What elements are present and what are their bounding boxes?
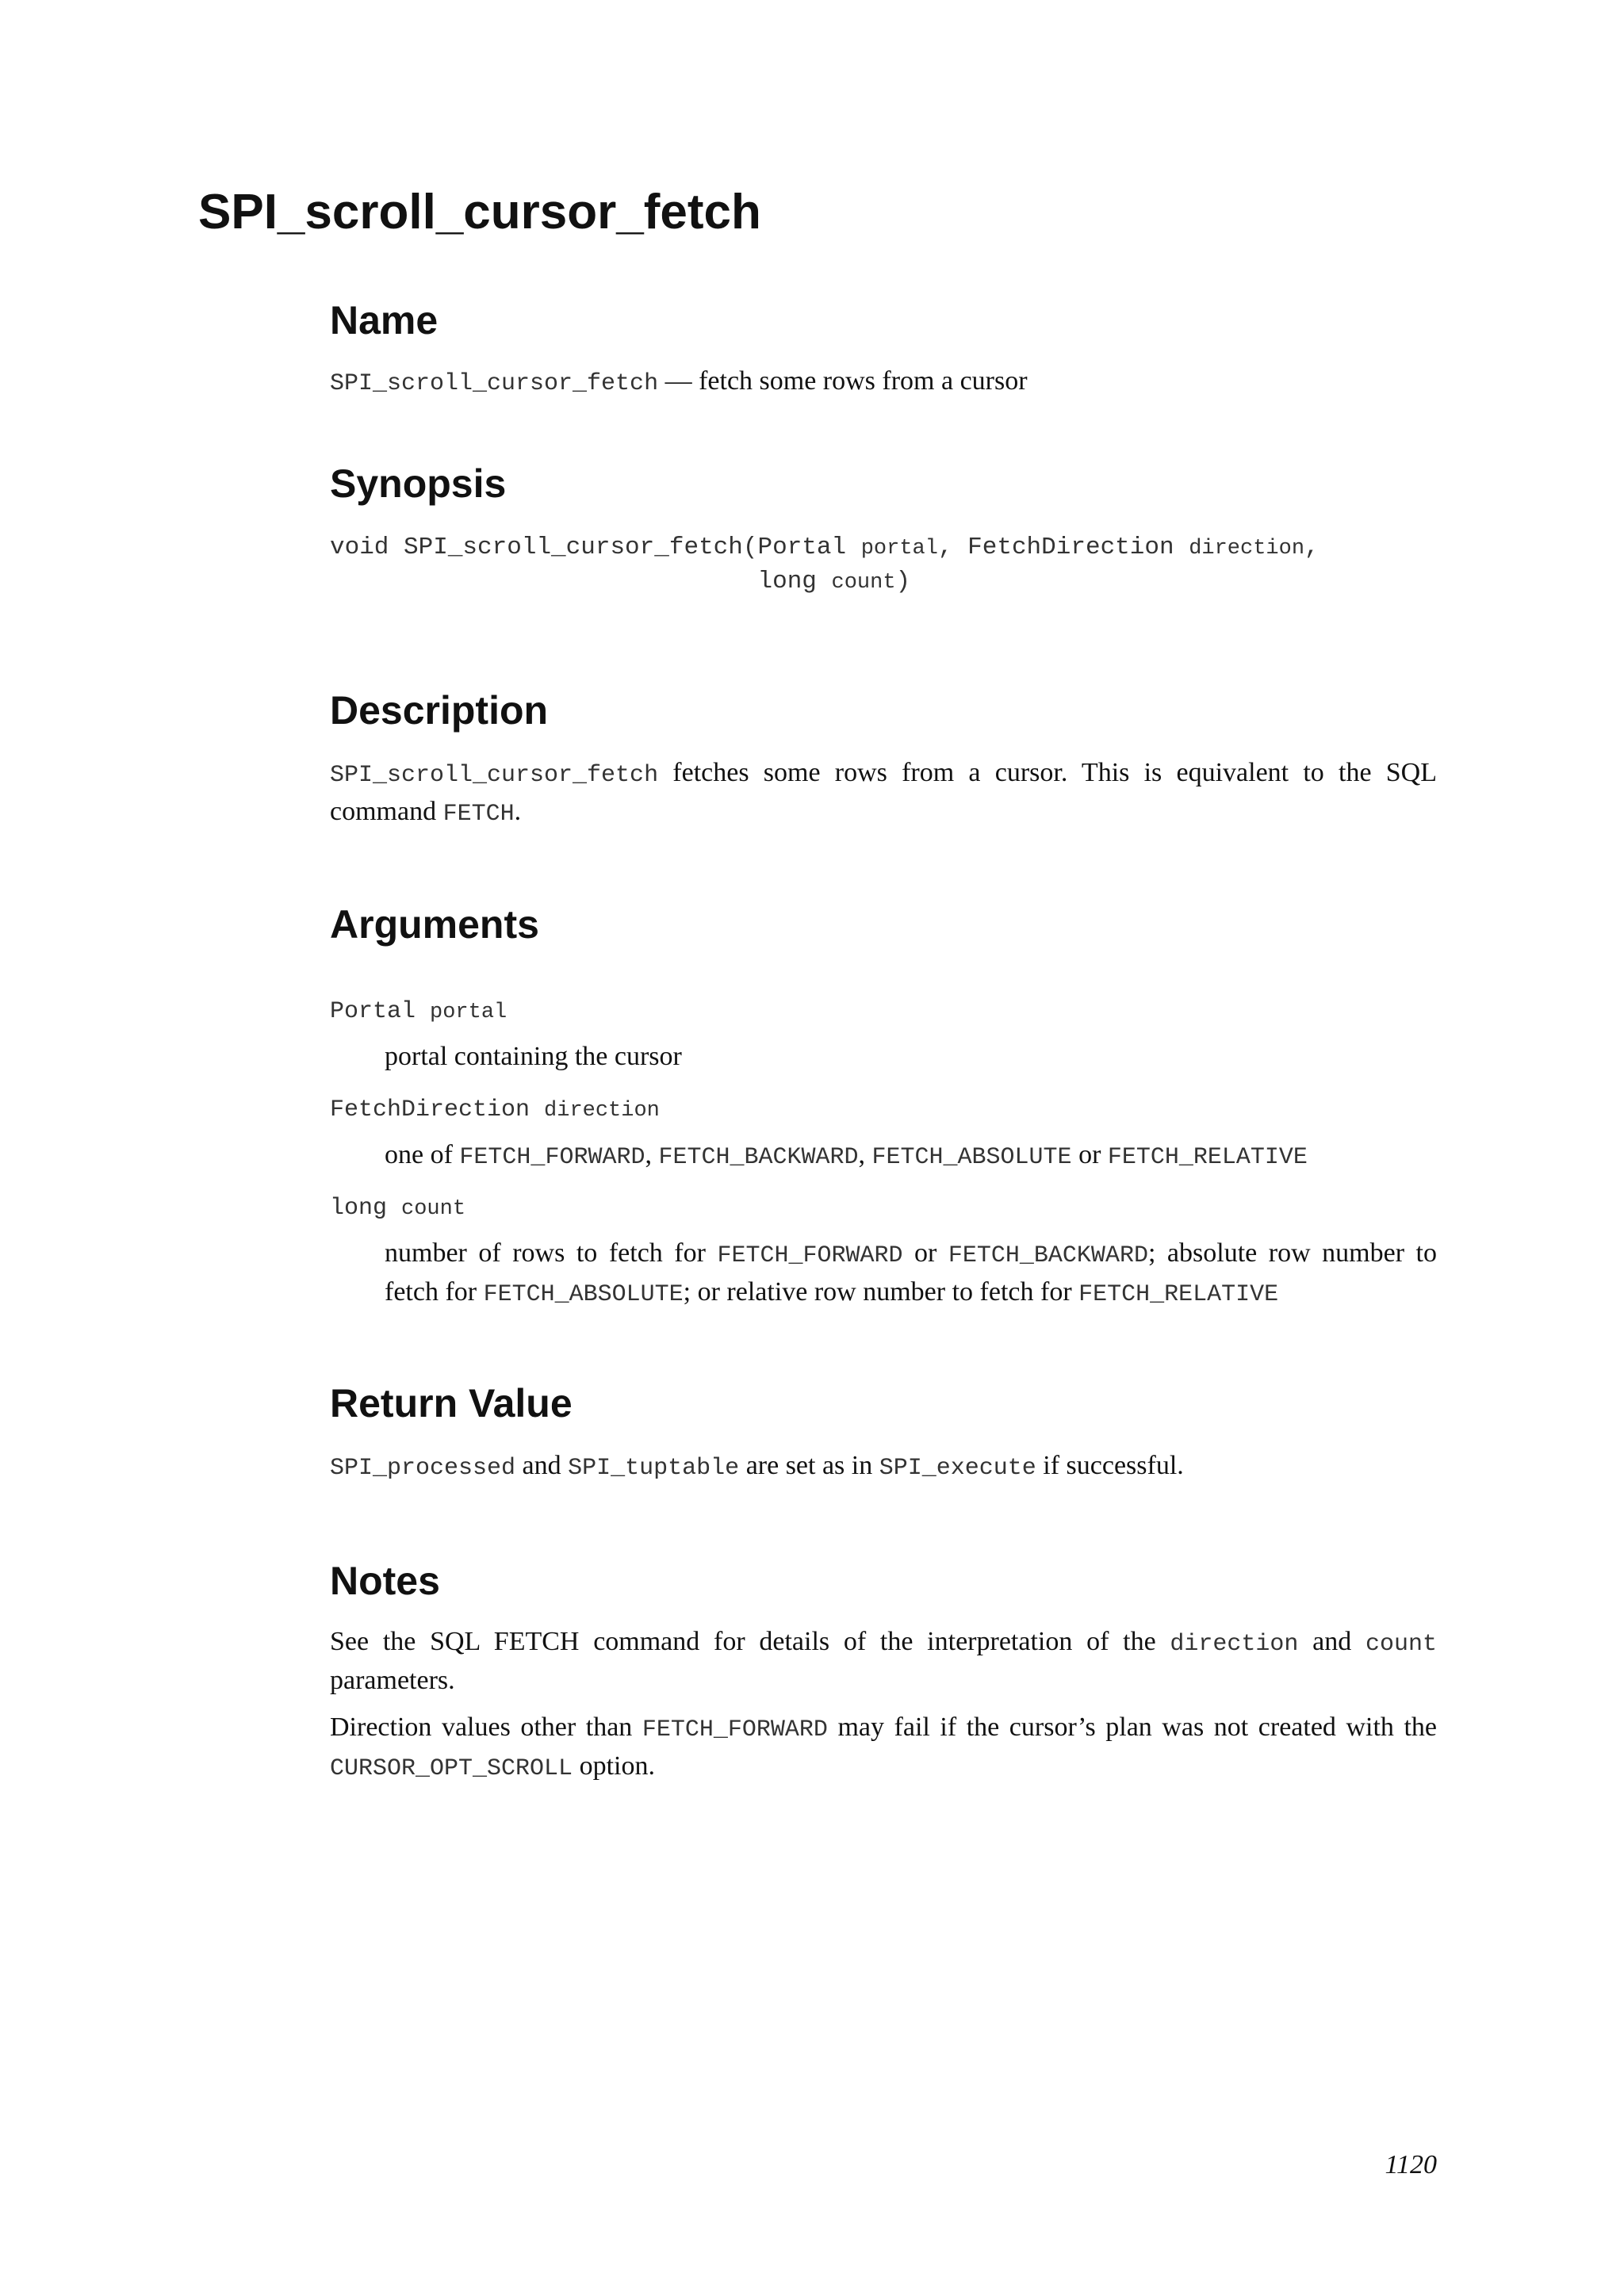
inline-code: count: [1365, 1631, 1437, 1658]
synopsis-arg-portal: portal: [860, 537, 938, 561]
synopsis-arg-count: count: [831, 571, 896, 595]
description-text: [330, 755, 1437, 832]
text-run: number of rows to fetch for: [385, 1238, 718, 1268]
text-run: .: [514, 797, 522, 826]
inline-code: FETCH: [442, 801, 515, 828]
notes-paragraph-2: [330, 1709, 1437, 1787]
inline-code: FETCH_BACKWARD: [948, 1242, 1148, 1269]
name-text: [330, 363, 1437, 402]
arg-term-direction: [330, 1094, 660, 1127]
inline-code: FETCH_RELATIVE: [1107, 1144, 1308, 1171]
name-heading: Name: [330, 298, 439, 342]
inline-code: SPI_tuptable: [568, 1455, 740, 1482]
arg-name: direction: [544, 1099, 660, 1123]
synopsis-arg-direction: direction: [1189, 537, 1305, 561]
text-run: may fail if the cursor’s plan was not created with the: [827, 1712, 1437, 1742]
synopsis-part: ,: [1304, 534, 1320, 561]
text-run: or: [1071, 1140, 1108, 1169]
inline-code: direction: [1170, 1631, 1299, 1658]
text-run: fetches some rows from a cursor. This is equivalent to the SQL command: [330, 758, 1437, 826]
text-run: ; or relative row number to fetch for: [683, 1277, 1079, 1307]
inline-code: SPI_scroll_cursor_fetch: [330, 762, 659, 789]
inline-code: FETCH_ABSOLUTE: [871, 1144, 1072, 1171]
inline-code: FETCH_BACKWARD: [658, 1144, 859, 1171]
text-run: one of: [385, 1140, 460, 1169]
arg-type: Portal: [330, 998, 431, 1025]
text-run: if successful.: [1036, 1451, 1184, 1480]
arg-name: count: [401, 1197, 466, 1221]
text-run: See the SQL FETCH command for details of the interpretation of the: [330, 1627, 1170, 1656]
text-run: or: [902, 1238, 948, 1268]
text-run: ; absolute row number to fetch for: [385, 1238, 1437, 1307]
text-run: and: [1298, 1627, 1365, 1656]
synopsis-code-block: [330, 531, 1320, 599]
text-run: Direction values other than: [330, 1712, 642, 1742]
arg-term-count: [330, 1192, 465, 1225]
inline-code: FETCH_FORWARD: [717, 1242, 903, 1269]
inline-code: SPI_execute: [879, 1455, 1036, 1482]
page-title: SPI_scroll_cursor_fetch: [198, 185, 761, 239]
page-number: 1120: [1385, 2150, 1437, 2179]
arg-type: FetchDirection: [330, 1096, 545, 1123]
text-run: and: [515, 1451, 569, 1480]
arg-name: portal: [430, 1001, 508, 1024]
text-run: parameters.: [330, 1666, 455, 1695]
text-run: ,: [645, 1140, 659, 1169]
inline-code: FETCH_FORWARD: [642, 1716, 828, 1743]
text-run: are set as in: [739, 1451, 879, 1480]
synopsis-part: ): [895, 568, 911, 595]
inline-code: FETCH_RELATIVE: [1078, 1281, 1279, 1308]
synopsis-part: , FetchDirection: [937, 534, 1189, 561]
inline-code: FETCH_ABSOLUTE: [483, 1281, 684, 1308]
notes-heading: Notes: [330, 1559, 440, 1603]
arg-desc-direction: [385, 1137, 1437, 1176]
notes-paragraph-1: [330, 1624, 1437, 1698]
arg-desc-count: [385, 1235, 1437, 1313]
text-run: option.: [573, 1751, 655, 1781]
return-value-heading: Return Value: [330, 1381, 573, 1425]
synopsis-part: long: [330, 568, 832, 595]
inline-code: CURSOR_OPT_SCROLL: [330, 1755, 573, 1782]
arguments-heading: Arguments: [330, 902, 539, 947]
arg-term-portal: [330, 996, 507, 1028]
arg-type: long: [330, 1195, 402, 1222]
function-name-code: SPI_scroll_cursor_fetch: [330, 370, 659, 397]
synopsis-part: void SPI_scroll_cursor_fetch(Portal: [330, 534, 861, 561]
inline-code: FETCH_FORWARD: [459, 1144, 645, 1171]
arg-desc-portal: portal containing the cursor: [385, 1042, 682, 1071]
return-value-text: [330, 1448, 1437, 1487]
synopsis-heading: Synopsis: [330, 461, 507, 506]
description-heading: Description: [330, 688, 549, 733]
text-run: ,: [858, 1140, 872, 1169]
name-description: — fetch some rows from a cursor: [658, 366, 1028, 396]
inline-code: SPI_processed: [330, 1455, 516, 1482]
